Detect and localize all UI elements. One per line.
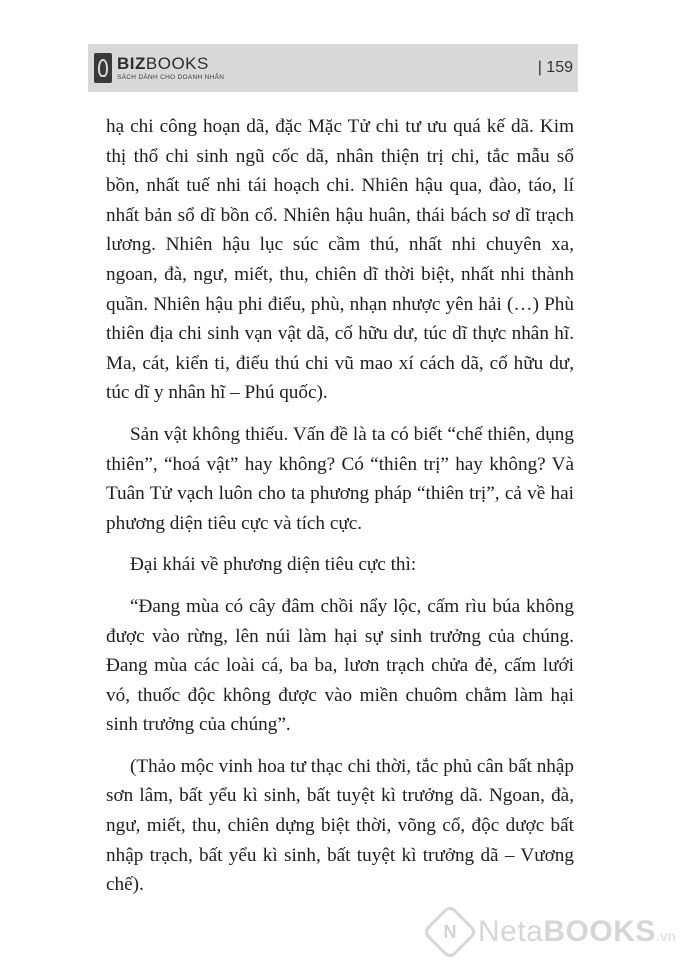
paragraph-5: (Thảo mộc vinh hoa tư thạc chi thời, tắc phủ cân bất nhập sơn lâm, bất yểu kì sinh, bất tuyệt kì trưởng dã. Ngoan, đà, ngư, miết, thu, chiên dựng biệt thời, võng cổ, độc dược bất nhập trạch, bất yểu kì sinh, bất tuyệt kì trưởng dã – Vương chế). <box>106 755 574 896</box>
page-body <box>106 112 574 912</box>
quote-paragraph: “Đang mùa có cây đâm chồi nẩy lộc, cấm rìu búa không được vào rừng, lên núi làm hại sự sinh trưởng của chúng. Đang mùa các loài cá, ba ba, lươn trạch chửa đẻ, cấm lưới vó, thuốc độc không được vào miền chuôm chằm làm hại sinh trưởng của chúng”. <box>106 595 574 736</box>
netabooks-logo-icon: N <box>422 904 479 961</box>
paragraph-2: Sản vật không thiếu. Vấn đề là ta có biết “chế thiên, dụng thiên”, “hoá vật” hay không? Có “thiên trị” hay không? Và Tuân Tử vạch luôn cho ta phương pháp “thiên trị”, cả về hai phương diện tiêu cực và tích cực. <box>106 423 574 534</box>
netabooks-watermark: N NetaBOOKS.vn <box>430 912 676 952</box>
page-number: | 159 <box>537 59 573 76</box>
bizbooks-logo <box>94 51 224 85</box>
paragraph-1: hạ chi công hoạn dã, đặc Mặc Tử chi tư ưu quá kế dã. Kim thị thổ chi sinh ngũ cốc dã, nhân thiện trị chi, tắc mẫu sổ bồn, nhất tuế nhi tái hoạch chi. Nhiên hậu qua, đào, táo, lí nhất bản sổ dĩ bồn cổ. Nhiên hậu huân, thái bách sơ dĩ trạch lương. Nhiên hậu lục súc cầm thú, nhất nhi chuyên xa, ngoan, đà, ngư, miết, thu, chiên dĩ thời biệt, nhất nhi thành quần. Nhiên hậu phi điểu, phù, nhạn nhược yên hải (…) Phù thiên địa chi sinh vạn vật dã, cố hữu dư, túc dĩ thực nhân hĩ. Ma, cát, kiển ti, điểu thú chi vũ mao xí cách dã, cố hữu dư, túc dĩ y nhân hĩ – Phú quốc). <box>106 116 574 404</box>
logo-tagline: SÁCH DÀNH CHO DOANH NHÂN <box>117 73 225 81</box>
paragraph-3: Đại khái về phương diện tiêu cực thì: <box>130 554 417 576</box>
bizbooks-logo-icon <box>94 53 112 83</box>
logo-brand: BIZBOOKS <box>117 53 209 73</box>
